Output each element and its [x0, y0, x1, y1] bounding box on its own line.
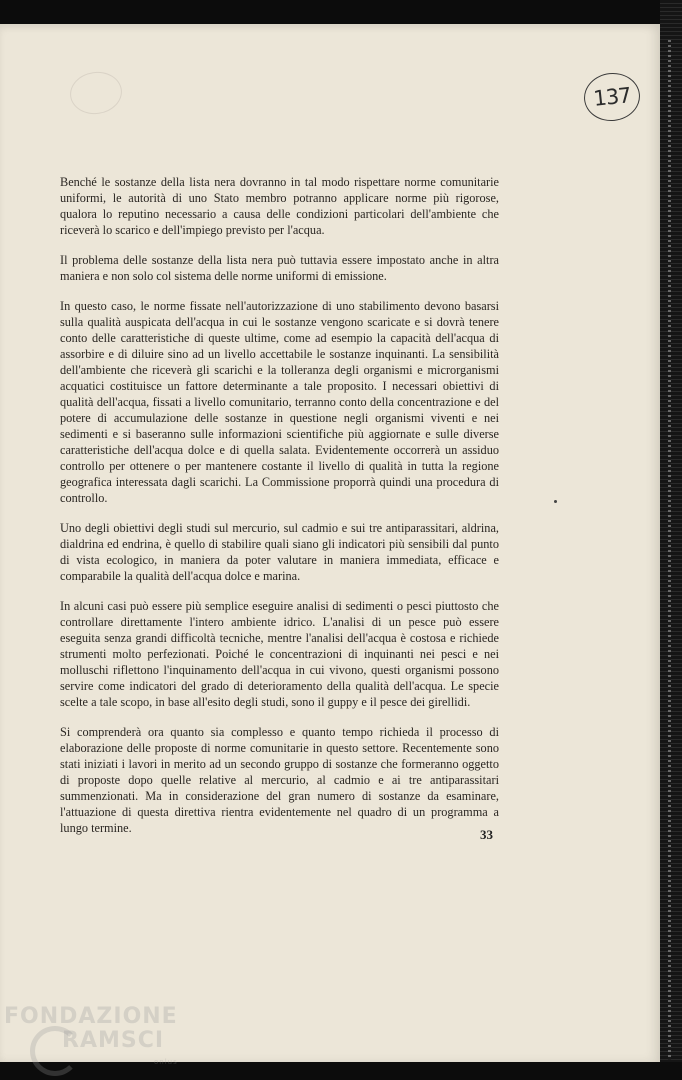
watermark-line-1: FONDAZIONE: [4, 1004, 178, 1029]
ink-dot: [554, 500, 557, 503]
watermark-line-2: RAMSCI: [62, 1028, 165, 1053]
watermark-logo: [4, 1004, 204, 1080]
paragraph-1: Benché le sostanze della lista nera dovranno in tal modo rispettare norme comunitarie uniformi, le autorità di uno Stato membro potranno applicare norme più rigorose, qualora lo reputino necessario a causa delle condizioni particolari dell'ambiente che riceverà lo scarico e dell'impiego previsto per l'acqua.: [60, 175, 499, 237]
binding-strip: [668, 40, 671, 1060]
watermark-small: onlus: [154, 1058, 178, 1066]
paragraph-2: Il problema delle sostanze della lista nera può tuttavia essere impostato anche in altra maniera e non solo col sistema delle norme uniformi di emissione.: [60, 253, 499, 283]
paragraph-4: Uno degli obiettivi degli studi sul mercurio, sul cadmio e sui tre antiparassitari, aldrina, dialdrina ed endrina, è quello di stabilire quali siano gli indicatori più sensibili dal punto di vista ecologico, in maniera da poter valutare in maniera immediata, efficace e comparabile la qualità dell'acqua dolce e marina.: [60, 521, 499, 583]
page-stamp-text: 137: [592, 83, 632, 111]
body-text: [60, 174, 499, 850]
page-number: 33: [480, 827, 493, 842]
paragraph-6: Si comprenderà ora quanto sia complesso e quanto tempo richieda il processo di elaborazione delle proposte di norme comunitarie in questo settore. Recentemente sono stati iniziati i lavori in merito ad un secondo gruppo di sostanze che formeranno oggetto di proposte dopo quelle relative al mercurio, al cadmio e ai tre antiparassitari summenzionati. Ma in considerazione del gran numero di sostanze da esaminare, l'attuazione di questa direttiva rientra evidentemente nel quadro di un programma a lungo termine.: [60, 725, 499, 835]
page-number-stamp: [582, 70, 643, 124]
paragraph-3: In questo caso, le norme fissate nell'autorizzazione di uno stabilimento devono basarsi sulla qualità auspicata dell'acqua in cui le sostanze vengono scaricate e si dovrà tenere conto delle caratteristiche di queste ultime, come ad esempio la capacità dell'acqua di assorbire e di diluire sino ad un livello accettabile le sostanze inquinanti. La sensibilità dell'ambiente che riceverà gli scarichi e la tolleranza degli organismi e microrganismi acquatici costituisce un fattore determinante a tale proposito. I necessari obiettivi di qualità dell'acqua, fissati a livello comunitario, terranno conto della concentrazione e del potere di accumulazione delle sostanze in questione negli organismi viventi e nei sedimenti e si baseranno sulle informazioni scientifiche più aggiornate e sulle diverse caratteristiche dell'acqua dolce e di quella salata. Evidentemente occorrerà un assiduo controllo per ottenere o per mantenere costante il livello di qualità in tutta la regione geografica interessata dagli scarichi. La Commissione proporrà quindi una procedura di controllo.: [60, 299, 499, 505]
binding-edge: [660, 0, 682, 1080]
faint-stamp-mark: [67, 69, 124, 118]
paragraph-5: In alcuni casi può essere più semplice eseguire analisi di sedimenti o pesci piuttosto che controllare direttamente l'intero ambiente idrico. L'analisi di un pesce può essere eseguita senza grandi difficoltà tecniche, mentre l'analisi dell'acqua è costosa e richiede strumenti molto perfezionati. Poiché le concentrazioni di inquinanti nei pesci e nei molluschi riflettono l'inquinamento dell'acqua in cui vivono, questi organismi possono servire come indicatori del grado di deterioramento della qualità dell'acqua. Le specie scelte a tale scopo, in base all'esito degli studi, sono il guppy e il pesce dei girellidi.: [60, 599, 499, 709]
